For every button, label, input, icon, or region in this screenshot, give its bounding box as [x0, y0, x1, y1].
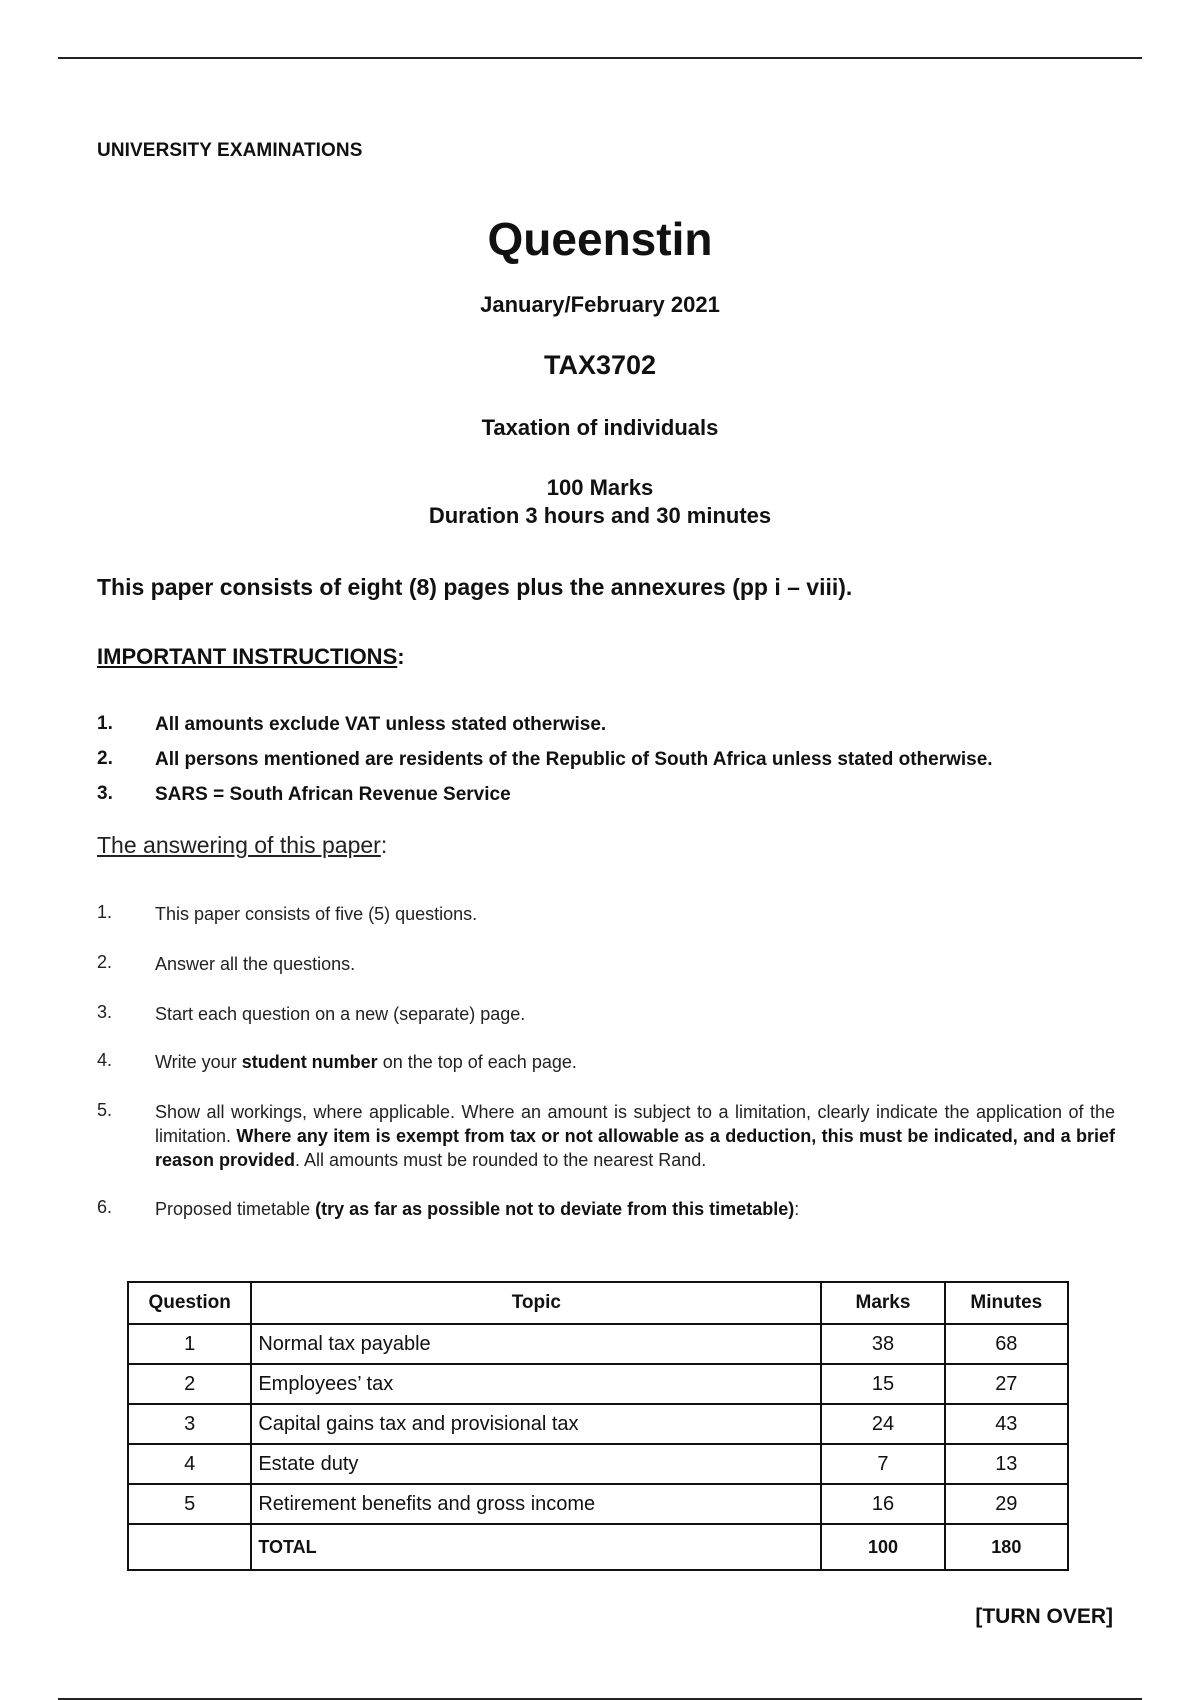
- exam-duration: Duration 3 hours and 30 minutes: [428, 503, 772, 528]
- item-text: This paper consists of five (5) questions.: [155, 904, 478, 924]
- cell-empty: [128, 1524, 251, 1570]
- item-text-pre: Show all workings, where applicable. Where an amount is subject to a limitation, clearly indicate the application of the limitation.: [155, 1102, 1115, 1146]
- cell-minutes: 43: [945, 1404, 1068, 1444]
- answering-heading-colon: :: [380, 832, 388, 858]
- cell-topic: Capital gains tax and provisional tax: [251, 1404, 821, 1444]
- cell-total-marks: 100: [821, 1524, 944, 1570]
- item-number: 4.: [97, 1050, 113, 1070]
- cell-marks: 38: [821, 1324, 944, 1364]
- cell-total-minutes: 180: [945, 1524, 1068, 1570]
- cell-minutes: 29: [945, 1484, 1068, 1524]
- item-text: SARS = South African Revenue Service: [155, 784, 511, 805]
- answering-heading-text: The answering of this paper: [97, 832, 381, 858]
- cell-question: 5: [128, 1484, 251, 1524]
- cell-marks: 15: [821, 1364, 944, 1404]
- top-rule: [58, 57, 1142, 59]
- total-marks: 100 Marks: [546, 475, 654, 500]
- item-number: 3.: [97, 783, 113, 804]
- item-text-pre: Proposed timetable: [155, 1199, 316, 1219]
- item-number: 1.: [97, 902, 113, 922]
- cell-topic: Employees’ tax: [251, 1364, 821, 1404]
- item-text-pre: Write your: [155, 1052, 242, 1072]
- item-number: 6.: [97, 1197, 113, 1217]
- item-text: [155, 1100, 1115, 1172]
- turn-over-note: [TURN OVER]: [975, 1605, 1113, 1628]
- timetable-table: [127, 1281, 1069, 1571]
- important-heading-colon: :: [397, 644, 405, 669]
- table-row: [128, 1324, 1068, 1364]
- pages-note: This paper consists of eight (8) pages plus the annexures (pp i – viii).: [97, 574, 853, 600]
- table-total-row: [128, 1524, 1068, 1570]
- item-text-bold: Where any item is exempt from tax or not allowable as a deduction, this must be indicated, and a brief reason provided: [155, 1126, 1115, 1170]
- header-minutes: Minutes: [945, 1282, 1068, 1324]
- cell-marks: 16: [821, 1484, 944, 1524]
- exam-date: January/February 2021: [480, 292, 720, 317]
- table-row: [128, 1444, 1068, 1484]
- item-number: 5.: [97, 1100, 113, 1120]
- table-header-row: [128, 1282, 1068, 1324]
- item-number: 2.: [97, 952, 113, 972]
- item-text-bold: (try as far as possible not to deviate from this timetable): [315, 1199, 795, 1219]
- institution-label: UNIVERSITY EXAMINATIONS: [97, 140, 363, 161]
- cell-topic: Retirement benefits and gross income: [251, 1484, 821, 1524]
- item-number: 3.: [97, 1002, 113, 1022]
- table-row: [128, 1364, 1068, 1404]
- page-title: Queenstin: [487, 213, 713, 265]
- item-number: 1.: [97, 713, 113, 734]
- cell-question: 1: [128, 1324, 251, 1364]
- cell-total-label: TOTAL: [251, 1524, 821, 1570]
- important-heading-text: IMPORTANT INSTRUCTIONS: [97, 644, 398, 669]
- course-code: TAX3702: [543, 350, 657, 380]
- answering-heading: [97, 832, 387, 859]
- item-text-post: . All amounts must be rounded to the nearest Rand.: [295, 1150, 707, 1170]
- header-topic: Topic: [251, 1282, 821, 1324]
- table-row: [128, 1484, 1068, 1524]
- cell-topic: Normal tax payable: [251, 1324, 821, 1364]
- course-name: Taxation of individuals: [481, 415, 719, 440]
- item-text-bold: student number: [241, 1052, 378, 1072]
- cell-marks: 24: [821, 1404, 944, 1444]
- important-instructions-heading: [97, 644, 405, 670]
- item-text: [155, 1050, 1115, 1074]
- cell-minutes: 13: [945, 1444, 1068, 1484]
- table-row: [128, 1404, 1068, 1444]
- item-text: Start each question on a new (separate) page.: [155, 1004, 526, 1024]
- cell-question: 4: [128, 1444, 251, 1484]
- cell-minutes: 27: [945, 1364, 1068, 1404]
- item-text: All persons mentioned are residents of the Republic of South Africa unless stated otherwise.: [155, 749, 993, 770]
- cell-topic: Estate duty: [251, 1444, 821, 1484]
- cell-question: 2: [128, 1364, 251, 1404]
- item-number: 2.: [97, 748, 113, 769]
- item-text-post: :: [794, 1199, 800, 1219]
- item-text: All amounts exclude VAT unless stated otherwise.: [155, 714, 607, 735]
- header-question: Question: [128, 1282, 251, 1324]
- cell-minutes: 68: [945, 1324, 1068, 1364]
- cell-question: 3: [128, 1404, 251, 1444]
- item-text: [155, 1197, 1115, 1221]
- cell-marks: 7: [821, 1444, 944, 1484]
- header-marks: Marks: [821, 1282, 944, 1324]
- item-text-post: on the top of each page.: [377, 1052, 577, 1072]
- item-text: Answer all the questions.: [155, 954, 356, 974]
